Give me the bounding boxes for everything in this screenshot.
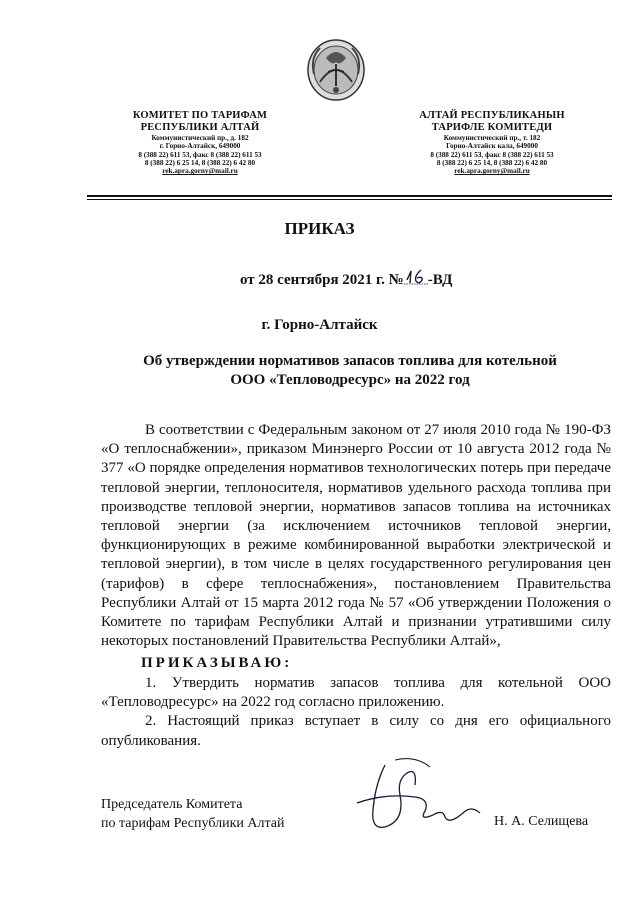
org-name-line2: РЕСПУБЛИКИ АЛТАЙ: [140, 122, 260, 134]
org-name-line2: ТАРИФЛЕ КОМИТЕДИ: [431, 122, 553, 134]
phones-line1: 8 (388 22) 611 53, факс 8 (388 22) 611 53: [138, 150, 262, 159]
address-line2: г. Горно-Алтайск, 649000: [159, 142, 241, 151]
order-item-2: 2. Настоящий приказ вступает в силу со дня его официального опубликования.: [101, 713, 611, 749]
date-prefix: от 28 сентября 2021 г. №: [240, 272, 404, 288]
handwritten-number: [404, 270, 428, 286]
handwritten-signature: [345, 755, 495, 845]
subject-line1: Об утверждении нормативов запасов топлива для котельной: [143, 353, 557, 369]
phones-line1: 8 (388 22) 611 53, факс 8 (388 22) 611 53: [430, 150, 554, 159]
preamble-text: В соответствии с Федеральным законом от 27 июля 2010 года № 190-ФЗ «О теплоснабжении», приказом Минэнерго России от 10 августа 2012 года № 377 «О порядке определения нормативов технологических потерь при передаче тепловой энергии, теплоносителя, нормативов удельного расхода топлива при производстве тепловой энергии, нормативов запасов топлива на источниках тепловой энергии (за исключением источников тепловой энергии, функционирующих в режиме комбинированной выработки электрической и тепловой энергии), в том числе в целях государственного регулирования цен (тарифов) в сфере теплоснабжения», постановлением Правительства Республики Алтай от 15 марта 2012 года № 57 «Об утверждении Положения о Комитете по тарифам Республики Алтай и признании утратившими силу некоторых постановлений Правительства Республики Алтай»,: [101, 422, 611, 650]
order-item-1: 1. Утвердить норматив запасов топлива для котельной ООО «Тепловодресурс» на 2022 год согласно приложению.: [101, 675, 611, 711]
date-suffix: -ВД: [427, 272, 453, 288]
header-divider-thin: [87, 199, 612, 200]
signer-position: [101, 795, 284, 833]
org-name-line1: АЛТАЙ РЕСПУБЛИКАНЫН: [419, 110, 565, 121]
order-word: ПРИКАЗЫВАЮ:: [141, 655, 293, 671]
signer-name: Н. А. Селищева: [494, 814, 589, 829]
preamble-paragraph: [101, 421, 611, 651]
document-title: ПРИКАЗ: [284, 219, 355, 238]
address-line1: Коммунистический пр., д. 182: [151, 134, 249, 143]
signer-position-line2: по тарифам Республики Алтай: [101, 816, 285, 831]
org-name-line1: КОМИТЕТ ПО ТАРИФАМ: [132, 110, 268, 121]
coat-of-arms-icon: [306, 38, 366, 102]
order-date-line: [240, 270, 453, 289]
city: г. Горно-Алтайск: [261, 317, 378, 333]
header-right: [382, 110, 602, 176]
address-line1: Коммунистический пр., т. 182: [443, 134, 541, 143]
header-divider-thick: [87, 195, 612, 197]
phones-line2: 8 (388 22) 6 25 14, 8 (388 22) 6 42 80: [436, 158, 548, 167]
phones-line2: 8 (388 22) 6 25 14, 8 (388 22) 6 42 80: [144, 158, 256, 167]
signer-position-line1: Председатель Комитета: [101, 797, 243, 812]
header-left: [90, 110, 310, 176]
email-link[interactable]: rek.apra.gorny@mail.ru: [454, 167, 530, 176]
subject-line2: ООО «Тепловодресурс» на 2022 год: [230, 372, 470, 388]
address-line2: Горно-Алтайск кала, 649000: [446, 142, 538, 151]
document-subject: [100, 352, 600, 390]
order-items: [101, 674, 611, 751]
email-link[interactable]: rek.apra.gorny@mail.ru: [162, 167, 238, 176]
